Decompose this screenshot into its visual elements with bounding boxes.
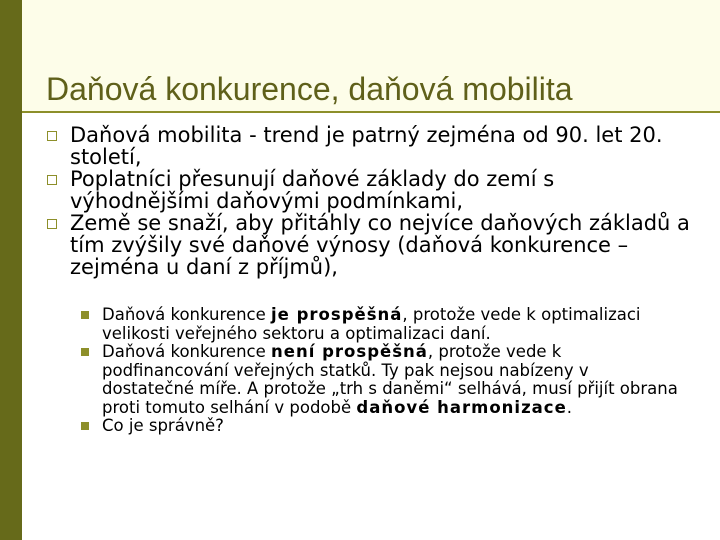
text-run: , protože vede k optimalizaci velikosti veřejného sektoru a optimalizaci daní.: [102, 305, 641, 343]
sub-bullet-text: Co je správně?: [102, 416, 224, 435]
sub-bullet-text: [102, 305, 641, 343]
hollow-square-bullet-icon: [47, 131, 57, 141]
title-divider: [22, 111, 720, 113]
sub-bullet-text: [102, 342, 678, 417]
filled-square-bullet-icon: [81, 311, 89, 319]
sub-bullet-item: [80, 343, 680, 417]
sub-bullet-item: [80, 417, 680, 436]
sub-bullet-list: [80, 306, 680, 436]
slide-title: Daňová konkurence, daňová mobilita: [46, 71, 573, 107]
text-run: Daňová konkurence: [102, 305, 272, 324]
text-run: .: [566, 397, 573, 417]
bullet-item: [46, 168, 696, 212]
emphasis-text: je prospěšná: [271, 305, 403, 324]
hollow-square-bullet-icon: [47, 219, 57, 229]
left-accent-bar: [0, 0, 22, 540]
emphasis-text: daňové harmonizace: [356, 397, 567, 417]
filled-square-bullet-icon: [81, 348, 89, 356]
main-bullet-list: [46, 124, 696, 278]
text-run: Daňová konkurence: [102, 342, 272, 361]
bullet-text: Poplatníci přesunují daňové základy do zemí s výhodnějšími daňovými podmínkami,: [70, 167, 555, 213]
bullet-item: [46, 212, 696, 278]
sub-bullet-item: [80, 306, 680, 343]
bullet-text: Daňová mobilita - trend je patrný zejména od 90. let 20. století,: [70, 123, 663, 169]
hollow-square-bullet-icon: [47, 175, 57, 185]
emphasis-text: není prospěšná: [271, 342, 428, 361]
bullet-item: [46, 124, 696, 168]
bullet-text: Země se snaží, aby přitáhly co nejvíce daňových základů a tím zvýšily své daňové výnosy (daňová konkurence – zejména u daní z příjmů),: [70, 211, 690, 279]
text-run: , protože vede k podfinancování veřejných statků. Ty pak nejsou nabízeny v dostatečné míře. A protože „trh s daněmi“ selhává, musí přijít obrana proti tomuto selhání v podobě: [102, 342, 678, 417]
filled-square-bullet-icon: [81, 422, 89, 430]
